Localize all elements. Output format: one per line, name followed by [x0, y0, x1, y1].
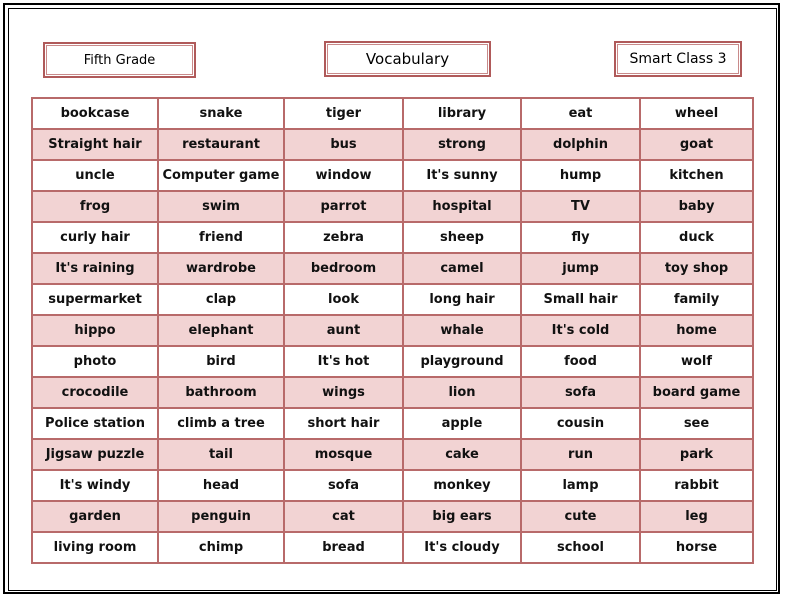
table-row — [32, 408, 753, 439]
vocab-cell: camel — [403, 253, 521, 284]
vocab-cell: Jigsaw puzzle — [32, 439, 158, 470]
vocab-cell: cute — [521, 501, 640, 532]
vocab-cell: hospital — [403, 191, 521, 222]
vocab-cell: restaurant — [158, 129, 284, 160]
grade-label — [43, 42, 196, 78]
title-text: Vocabulary — [365, 50, 450, 68]
vocabulary-table — [31, 97, 754, 564]
vocab-cell: window — [284, 160, 403, 191]
vocab-cell: crocodile — [32, 377, 158, 408]
vocab-cell: It's cloudy — [403, 532, 521, 563]
vocab-cell: monkey — [403, 470, 521, 501]
vocab-cell: food — [521, 346, 640, 377]
vocab-cell: parrot — [284, 191, 403, 222]
vocab-cell: zebra — [284, 222, 403, 253]
vocab-cell: swim — [158, 191, 284, 222]
vocab-cell: It's cold — [521, 315, 640, 346]
vocab-cell: photo — [32, 346, 158, 377]
vocab-cell: horse — [640, 532, 753, 563]
vocab-cell: park — [640, 439, 753, 470]
table-row — [32, 160, 753, 191]
vocab-cell: bird — [158, 346, 284, 377]
table-row — [32, 253, 753, 284]
vocabulary-table-body — [32, 98, 753, 563]
vocab-cell: apple — [403, 408, 521, 439]
vocab-cell: kitchen — [640, 160, 753, 191]
vocab-cell: frog — [32, 191, 158, 222]
class-text: Smart Class 3 — [629, 51, 727, 67]
vocab-cell: short hair — [284, 408, 403, 439]
vocab-cell: tail — [158, 439, 284, 470]
vocab-cell: eat — [521, 98, 640, 129]
vocab-cell: sofa — [284, 470, 403, 501]
vocab-cell: Straight hair — [32, 129, 158, 160]
vocab-cell: bedroom — [284, 253, 403, 284]
grade-text: Fifth Grade — [83, 52, 156, 68]
vocab-cell: look — [284, 284, 403, 315]
vocab-cell: wolf — [640, 346, 753, 377]
vocab-cell: duck — [640, 222, 753, 253]
vocab-cell: leg — [640, 501, 753, 532]
vocab-cell: bathroom — [158, 377, 284, 408]
vocab-cell: head — [158, 470, 284, 501]
vocab-cell: playground — [403, 346, 521, 377]
vocab-cell: long hair — [403, 284, 521, 315]
vocab-cell: bookcase — [32, 98, 158, 129]
vocab-cell: Police station — [32, 408, 158, 439]
vocab-cell: cat — [284, 501, 403, 532]
vocab-cell: sheep — [403, 222, 521, 253]
vocab-cell: dolphin — [521, 129, 640, 160]
vocab-cell: home — [640, 315, 753, 346]
class-label — [614, 41, 742, 77]
vocab-cell: run — [521, 439, 640, 470]
table-row — [32, 315, 753, 346]
vocab-cell: rabbit — [640, 470, 753, 501]
vocab-cell: wheel — [640, 98, 753, 129]
vocab-cell: sofa — [521, 377, 640, 408]
table-row — [32, 377, 753, 408]
vocab-cell: snake — [158, 98, 284, 129]
vocab-cell: Computer game — [158, 160, 284, 191]
table-row — [32, 346, 753, 377]
vocab-cell: lion — [403, 377, 521, 408]
table-row — [32, 191, 753, 222]
vocab-cell: cousin — [521, 408, 640, 439]
vocab-cell: goat — [640, 129, 753, 160]
vocab-cell: see — [640, 408, 753, 439]
vocab-cell: It's hot — [284, 346, 403, 377]
vocab-cell: elephant — [158, 315, 284, 346]
title-label — [324, 41, 491, 77]
vocab-cell: mosque — [284, 439, 403, 470]
vocab-cell: It's raining — [32, 253, 158, 284]
vocab-cell: whale — [403, 315, 521, 346]
table-row — [32, 501, 753, 532]
table-row — [32, 284, 753, 315]
vocab-cell: toy shop — [640, 253, 753, 284]
vocab-cell: tiger — [284, 98, 403, 129]
vocab-cell: friend — [158, 222, 284, 253]
vocab-cell: It's windy — [32, 470, 158, 501]
vocab-cell: strong — [403, 129, 521, 160]
vocab-cell: wings — [284, 377, 403, 408]
vocab-cell: cake — [403, 439, 521, 470]
vocab-cell: It's sunny — [403, 160, 521, 191]
vocab-cell: bread — [284, 532, 403, 563]
vocab-cell: hippo — [32, 315, 158, 346]
vocab-cell: garden — [32, 501, 158, 532]
vocab-cell: baby — [640, 191, 753, 222]
vocab-cell: supermarket — [32, 284, 158, 315]
table-row — [32, 129, 753, 160]
vocab-cell: big ears — [403, 501, 521, 532]
vocab-cell: wardrobe — [158, 253, 284, 284]
table-row — [32, 439, 753, 470]
vocab-cell: hump — [521, 160, 640, 191]
vocab-cell: fly — [521, 222, 640, 253]
table-row — [32, 470, 753, 501]
table-row — [32, 222, 753, 253]
vocab-cell: chimp — [158, 532, 284, 563]
vocab-cell: TV — [521, 191, 640, 222]
table-row — [32, 98, 753, 129]
vocab-cell: aunt — [284, 315, 403, 346]
vocab-cell: lamp — [521, 470, 640, 501]
vocab-cell: Small hair — [521, 284, 640, 315]
vocab-cell: uncle — [32, 160, 158, 191]
vocab-cell: school — [521, 532, 640, 563]
vocab-cell: bus — [284, 129, 403, 160]
vocab-cell: library — [403, 98, 521, 129]
vocab-cell: board game — [640, 377, 753, 408]
vocab-cell: living room — [32, 532, 158, 563]
vocab-cell: climb a tree — [158, 408, 284, 439]
table-row — [32, 532, 753, 563]
vocab-cell: penguin — [158, 501, 284, 532]
vocab-cell: clap — [158, 284, 284, 315]
vocab-cell: curly hair — [32, 222, 158, 253]
vocab-cell: jump — [521, 253, 640, 284]
vocab-cell: family — [640, 284, 753, 315]
